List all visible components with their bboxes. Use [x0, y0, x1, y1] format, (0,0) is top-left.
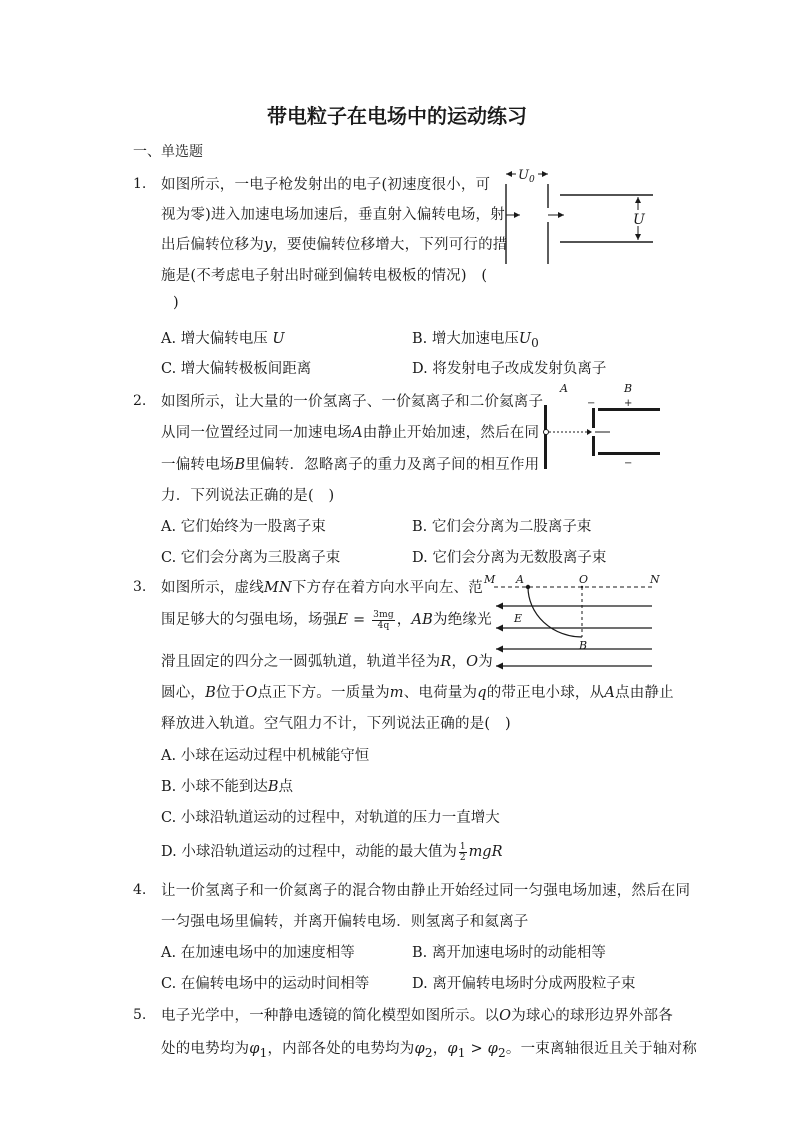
svg-text:M: M — [484, 573, 496, 586]
question-text-line: 圆心，B位于O点正下方。一质量为m、电荷量为q的带正电小球，从A点由静止 — [161, 685, 674, 701]
svg-text:−: − — [624, 458, 633, 469]
field-strength-fraction: $\frac{3mg}{4q}$ — [373, 609, 394, 631]
question-text-line: 让一价氢离子和一价氦离子的混合物由静止开始经过同一匀强电场加速，然后在同 — [161, 883, 691, 899]
svg-text:A: A — [516, 573, 524, 586]
question-text-line: 围足够大的匀强电场，场强E = $\frac{3mg}{4q}$ ，AB为绝缘光 — [161, 609, 492, 631]
option-c[interactable]: C. 增大偏转极板间距离 — [161, 361, 312, 377]
question-text-line: 电子光学中，一种静电透镜的简化模型如图所示。以O为球心的球形边界外部各 — [161, 1008, 673, 1024]
question-text-line: 从同一位置经过同一加速电场A由静止开始加速，然后在同 — [161, 425, 540, 441]
question-text-line: 力．下列说法正确的是( ) — [161, 488, 335, 504]
option-a[interactable]: A. 小球在运动过程中机械能守恒 — [161, 748, 370, 764]
option-d[interactable]: D. 小球沿轨道运动的过程中，动能的最大值为 $\frac{1}{2}$ mgR — [161, 841, 503, 863]
svg-text:N: N — [650, 573, 660, 586]
svg-text:O: O — [579, 573, 589, 586]
svg-text:B: B — [624, 382, 633, 395]
question-text-line: 如图所示，虚线MN下方存在着方向水平向左、范 — [161, 580, 483, 596]
option-d[interactable]: D. 将发射电子改成发射负离子 — [412, 361, 607, 377]
question-text-line: 出后偏转位移为y，要使偏转位移增大，下列可行的措 — [161, 237, 508, 253]
option-a[interactable]: A. 增大偏转电压 U — [161, 331, 285, 347]
option-d[interactable]: D. 它们会分离为无数股离子束 — [412, 550, 607, 566]
svg-text:−: − — [587, 398, 596, 409]
option-d[interactable]: D. 离开偏转电场时分成两股粒子束 — [412, 976, 636, 992]
option-c[interactable]: C. 在偏转电场中的运动时间相等 — [161, 976, 370, 992]
svg-text:A: A — [560, 382, 568, 395]
question-text-line: 一偏转电场B里偏转．忽略离子的重力及离子间的相互作用 — [161, 457, 540, 473]
question-text-line: 施是(不考虑电子射出时碰到偏转电极板的情况) ( — [161, 268, 488, 284]
svg-text:U0: $U_0$ — [518, 168, 535, 185]
option-c[interactable]: C. 它们会分离为三股离子束 — [161, 550, 341, 566]
svg-text:E: E — [514, 612, 523, 625]
question-number: 1. — [133, 176, 147, 192]
svg-text:+: + — [624, 398, 633, 409]
option-b[interactable]: B. 它们会分离为二股离子束 — [412, 519, 592, 535]
figure-ion-beam — [530, 380, 670, 480]
figure-electron-gun — [498, 164, 663, 274]
option-a[interactable]: A. 它们始终为一股离子束 — [161, 519, 326, 535]
option-b[interactable]: B. 增大加速电压$U_0$ — [412, 331, 539, 350]
figure-arc-track — [482, 570, 662, 670]
section-heading: 一、单选题 — [133, 144, 203, 160]
option-b[interactable]: B. 离开加速电场时的动能相等 — [412, 945, 606, 961]
question-text-line: 滑且固定的四分之一圆弧轨道，轨道半径为R，O为 — [161, 654, 493, 670]
question-number: 4. — [133, 882, 147, 898]
question-number: 5. — [133, 1007, 147, 1023]
option-a[interactable]: A. 在加速电场中的加速度相等 — [161, 945, 355, 961]
question-text-line: 如图所示，让大量的一价氢离子、一价氦离子和二价氦离子 — [161, 394, 544, 410]
question-text-line: 处的电势均为$\varphi_1$，内部各处的电势均为$\varphi_2$，$\varphi_1 > \varphi_2$。一束离轴很近且关于轴对称 — [161, 1041, 697, 1060]
question-text-line: ) — [173, 295, 179, 311]
svg-text:U: U — [633, 212, 645, 228]
question-number: 3. — [133, 579, 147, 595]
question-text-line: 释放进入轨道。空气阻力不计，下列说法正确的是( ) — [161, 716, 511, 732]
question-text-line: 一匀强电场里偏转，并离开偏转电场．则氢离子和氦离子 — [161, 914, 529, 930]
question-number: 2. — [133, 393, 147, 409]
option-b[interactable]: B. 小球不能到达B点 — [161, 779, 294, 795]
question-text-line: 视为零)进入加速电场加速后，垂直射入偏转电场，射 — [161, 207, 505, 223]
question-text-line: 如图所示，一电子枪发射出的电子(初速度很小，可 — [161, 177, 491, 193]
page-title: 带电粒子在电场中的运动练习 — [267, 104, 527, 128]
option-c[interactable]: C. 小球沿轨道运动的过程中，对轨道的压力一直增大 — [161, 810, 500, 826]
svg-text:B: B — [579, 639, 588, 652]
